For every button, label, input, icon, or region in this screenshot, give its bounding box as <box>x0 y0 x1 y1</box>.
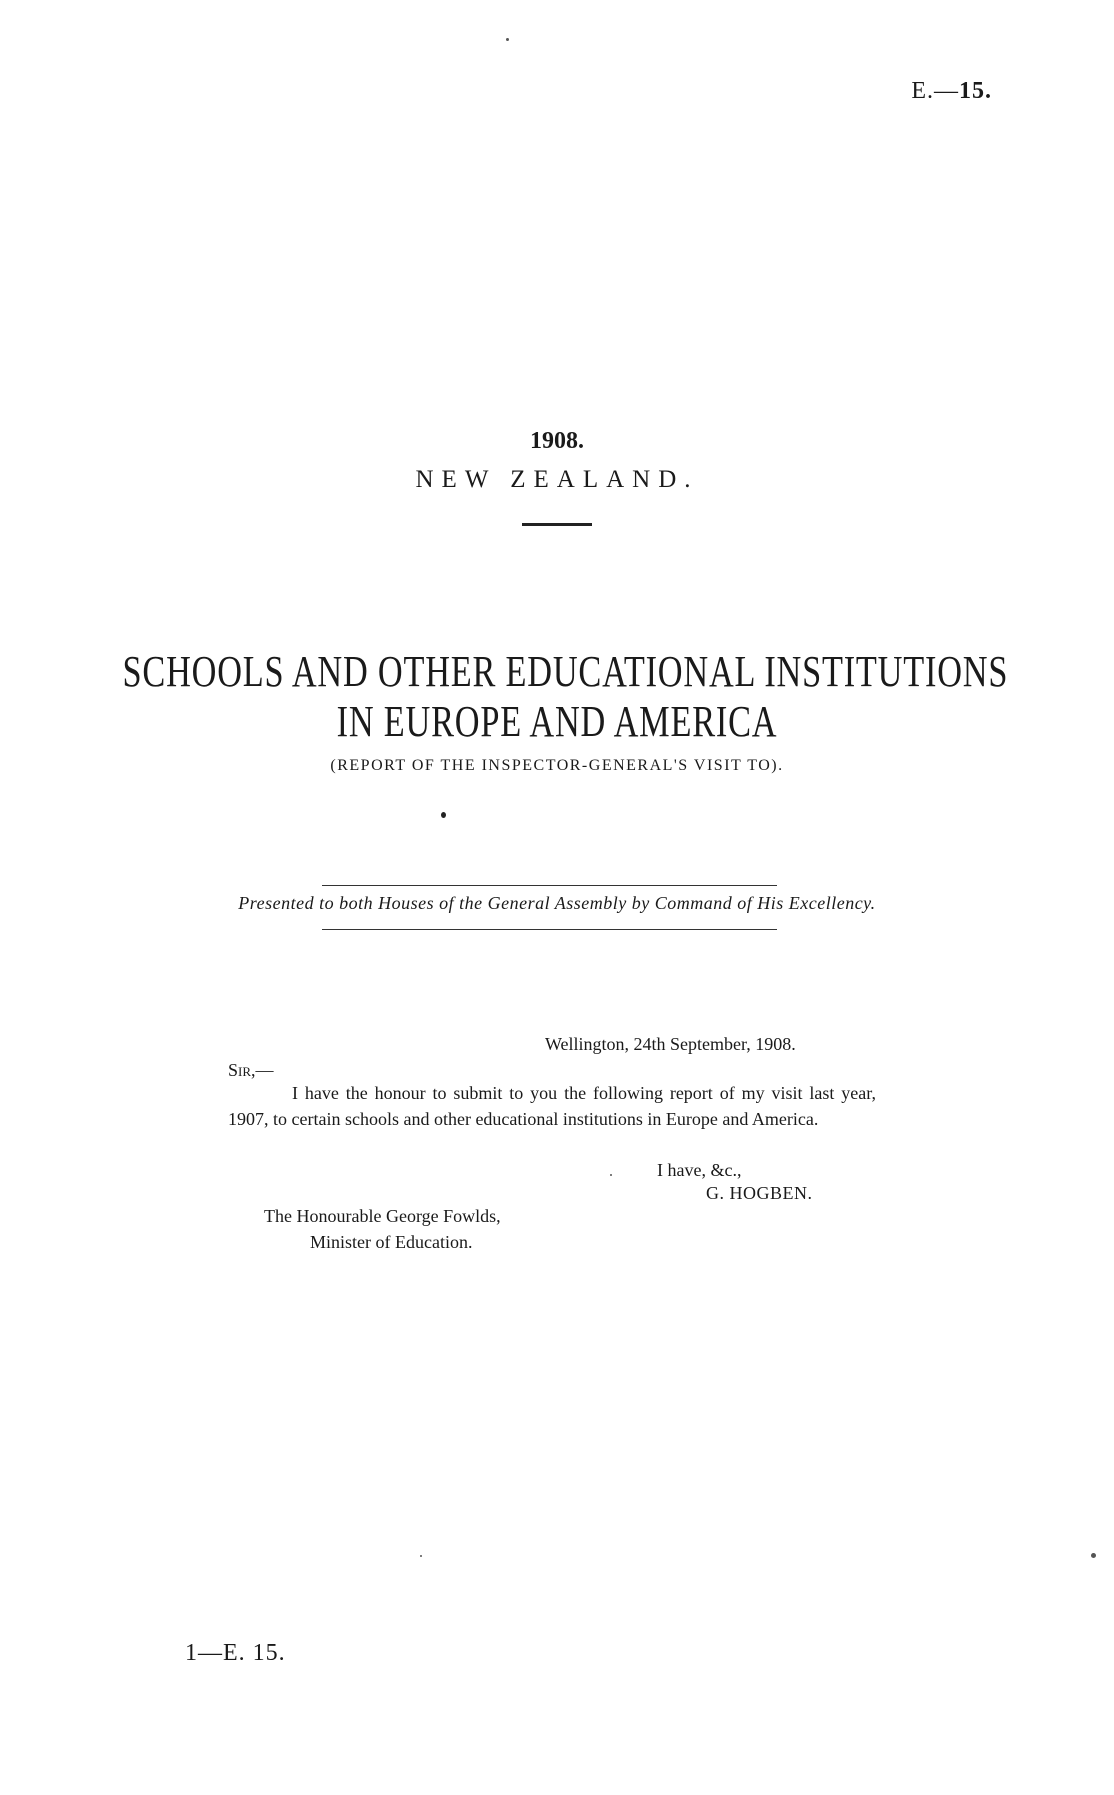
letter-body: I have the honour to submit to you the following report of my visit last year, 1907, to certain schools and other educational institutions in Europe and America. <box>228 1083 876 1129</box>
print-speck <box>1091 1553 1096 1558</box>
country-heading: NEW ZEALAND. <box>415 466 699 493</box>
presentation-rule-top <box>322 885 777 886</box>
ink-dot <box>441 812 446 818</box>
presentation-rule-bottom <box>322 929 777 930</box>
recipient-title: Minister of Education. <box>310 1232 473 1252</box>
letter-dateline: Wellington, 24th September, 1908. <box>545 1034 796 1054</box>
print-speck <box>420 1555 422 1557</box>
report-title-line-2: IN EUROPE AND AMERICA <box>336 697 778 746</box>
letter-closing: I have, &c., <box>657 1160 742 1180</box>
report-subtitle: (REPORT OF THE INSPECTOR-GENERAL'S VISIT TO). <box>330 757 784 774</box>
page-reference-number: 15. <box>959 78 992 104</box>
print-speck <box>506 38 509 41</box>
short-divider <box>522 523 592 526</box>
page-reference-prefix: E.— <box>911 78 959 104</box>
letter-signature: G. HOGBEN. <box>706 1183 813 1203</box>
report-title-line-1: SCHOOLS AND OTHER EDUCATIONAL INSTITUTIONS <box>122 647 1009 696</box>
document-year: 1908. <box>530 428 584 454</box>
footer-page-reference: 1—E. 15. <box>185 1640 286 1666</box>
print-speck <box>610 1174 612 1176</box>
letter-salutation-text: Sir,— <box>228 1060 274 1080</box>
recipient-name: The Honourable George Fowlds, <box>264 1206 501 1226</box>
page-reference <box>911 78 992 105</box>
presentation-statement: Presented to both Houses of the General Assembly by Command of His Excellency. <box>238 893 876 913</box>
